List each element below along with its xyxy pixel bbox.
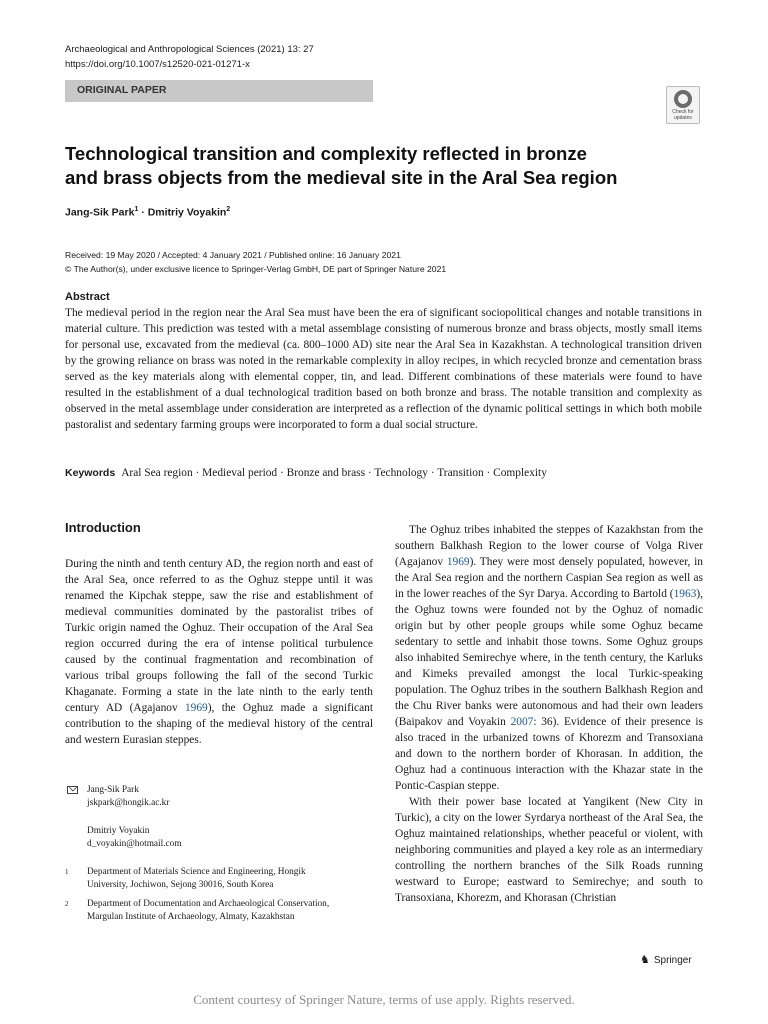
footer-notice: Content courtesy of Springer Nature, terms of use apply. Rights reserved.: [193, 992, 575, 1007]
keywords-list: Aral Sea region · Medieval period · Bronze and brass · Technology · Transition · Complexity: [121, 467, 547, 479]
publisher-logo: [640, 953, 692, 966]
doi-link[interactable]: https://doi.org/10.1007/s12520-021-01271-x: [65, 59, 250, 70]
paragraph-text: During the ninth and tenth century AD, the region north and east of the Aral Sea, once referred to as the Oghuz steppe until it was renamed the Kipchak steppe, saw the rise and establishment of medieval communities dominated by the pastoralist tribes of Turkic origin named the Oghuz. Their occupation of the Aral Sea region occurred during the era of intense political turbulence caused by the continual fragmentation and recombination of various tribal groups following the fall of the second Turkic Khaganate. Forming a state in the late ninth to the early tenth century AD (Agajanov: [65, 558, 373, 714]
article-title: [65, 142, 625, 190]
citation-link[interactable]: 1969: [446, 556, 470, 568]
keywords-heading: Keywords: [65, 467, 116, 479]
title-line-2: and brass objects from the medieval site in the Aral Sea region: [65, 167, 618, 188]
contact-name: Dmitriy Voyakin: [87, 826, 150, 836]
author-name[interactable]: Dmitriy Voyakin: [147, 206, 227, 219]
journal-citation: Archaeological and Anthropological Sciences (2021) 13: 27: [65, 44, 314, 55]
introduction-heading: Introduction: [65, 520, 141, 535]
author-name[interactable]: Jang-Sik Park: [65, 206, 135, 219]
affiliation-line: Department of Materials Science and Engineering, Hongik: [87, 867, 306, 877]
paragraph-text: The Oghuz tribes inhabited the steppes of Kazakhstan from the southern Balkhash Region to the lower course of Volga River (Agajanov: [395, 524, 703, 568]
affiliation-number: 1: [65, 868, 69, 876]
affiliation: [65, 866, 375, 894]
abstract-text: The medieval period in the region near the Aral Sea must have been the era of significant sociopolitical changes and notable transitions in material culture. This prediction was tested with a metal assemblage consisting of numerous bronze and brass objects, mostly small items for personal use, excavated from the medieval (ca. 800–1000 AD) site near the Aral Sea in Kazakhstan. A technological transition driven by the growing reliance on brass was noted in the remarkable complexity in alloy recipes, in which recycled bronze and cementation brass served as the key materials along with elemental copper, tin, and lead. Different combinations of these materials were found to have resulted in the establishment of a dual technological tradition based on both bronze and brass. The notable transition and complexity as observed in the metal assemblage under consideration are interpreted as a reflection of the dynamic political settings in which both mobile pastoralist and sedentary farming groups were incorporated to form a dual social structure.: [65, 307, 702, 431]
author-affiliation-ref: 1: [134, 206, 139, 213]
affiliation: [65, 898, 375, 926]
check-updates-icon: [674, 90, 692, 108]
affiliation-line: University, Jochiwon, Sejong 30016, South Korea: [87, 880, 274, 890]
check-for-updates-badge[interactable]: [666, 86, 700, 124]
left-column: [65, 556, 373, 748]
received-accepted-published: Received: 19 May 2020 / Accepted: 4 January 2021 / Published online: 16 January 2021: [65, 250, 401, 260]
paragraph-text: : 36). Evidence of their presence is also traced in the urbanized towns of Khorezm and Transoxiana and down to the northern border of Khorasan. In addition, the Oghuz had a continuous interaction with the Khazar state in the Pontic-Caspian steppe.: [395, 716, 703, 792]
affiliation-line: Margulan Institute of Archaeology, Almaty, Kazakhstan: [87, 912, 295, 922]
paragraph-text: ). They were most densely populated, however, in the Aral Sea region and the northern Caspian Sea region as well as in the lower reaches of the Syr Darya. According to Bartold (: [395, 556, 703, 600]
keywords: [65, 467, 547, 479]
paragraph: [395, 522, 703, 794]
affiliation-line: Department of Documentation and Archaeological Conservation,: [87, 899, 330, 909]
title-line-1: Technological transition and complexity reflected in bronze: [65, 143, 587, 164]
affiliation-number: 2: [65, 900, 69, 908]
right-column: [395, 522, 703, 906]
author-list: [65, 206, 230, 219]
second-author-contact: [65, 825, 365, 855]
author-affiliation-ref: 2: [226, 206, 231, 213]
mail-icon: [67, 786, 78, 794]
publisher-name: Springer: [653, 955, 692, 966]
check-updates-label: Check for updates: [672, 109, 694, 121]
paragraph-text: ), the Oghuz made a significant contribution to the shaping of the medieval history of the central and western Eurasian steppes.: [65, 702, 373, 746]
paragraph: [65, 556, 373, 748]
contact-name: Jang-Sik Park: [87, 785, 139, 795]
paper-type-label: ORIGINAL PAPER: [77, 84, 167, 96]
abstract-heading: Abstract: [65, 291, 110, 303]
citation-link[interactable]: 1969: [184, 702, 208, 714]
citation-link[interactable]: 1963: [673, 588, 697, 600]
paragraph-text: ), the Oghuz towns were founded not by the Oghuz of nomadic origin but by other people groups while some Oghuz became sedentary to settle and inhabit those towns. Some Oghuz groups also inhabited Semirechye where, in the tenth century, the Karluks and Kimeks prevailed amongst the local Turkic-speaking population. The Oghuz tribes in the southern Balkhash Region and the Chu River banks were autonomous and had their own leaders (Baipakov and Voyakin: [395, 588, 703, 728]
paper-type-bar: [65, 80, 373, 102]
paragraph: With their power base located at Yangikent (New City in Turkic), a city on the lower Syrdarya northeast of the Aral Sea, the Oghuz maintained relationships, whether peaceful or violent, with neighboring communities and played a key role as an intermediary controlling the northern branches of the Silk Roads running westward to Europe; eastward to Semirechye; and south to Transoxiana, Khorezm, and Khorasan (Christian: [395, 796, 703, 904]
springer-horse-icon: ♞: [640, 954, 650, 966]
author-separator: ·: [141, 206, 145, 219]
contact-email[interactable]: d_voyakin@hotmail.com: [87, 839, 182, 849]
journal-header: [65, 42, 314, 72]
publication-dates: [65, 248, 446, 276]
copyright-line: © The Author(s), under exclusive licence to Springer-Verlag GmbH, DE part of Springer Nature 2021: [65, 264, 447, 274]
citation-link[interactable]: 2007: [510, 716, 534, 728]
contact-email[interactable]: jskpark@hongik.ac.kr: [87, 798, 170, 808]
corresponding-author: [65, 784, 365, 814]
